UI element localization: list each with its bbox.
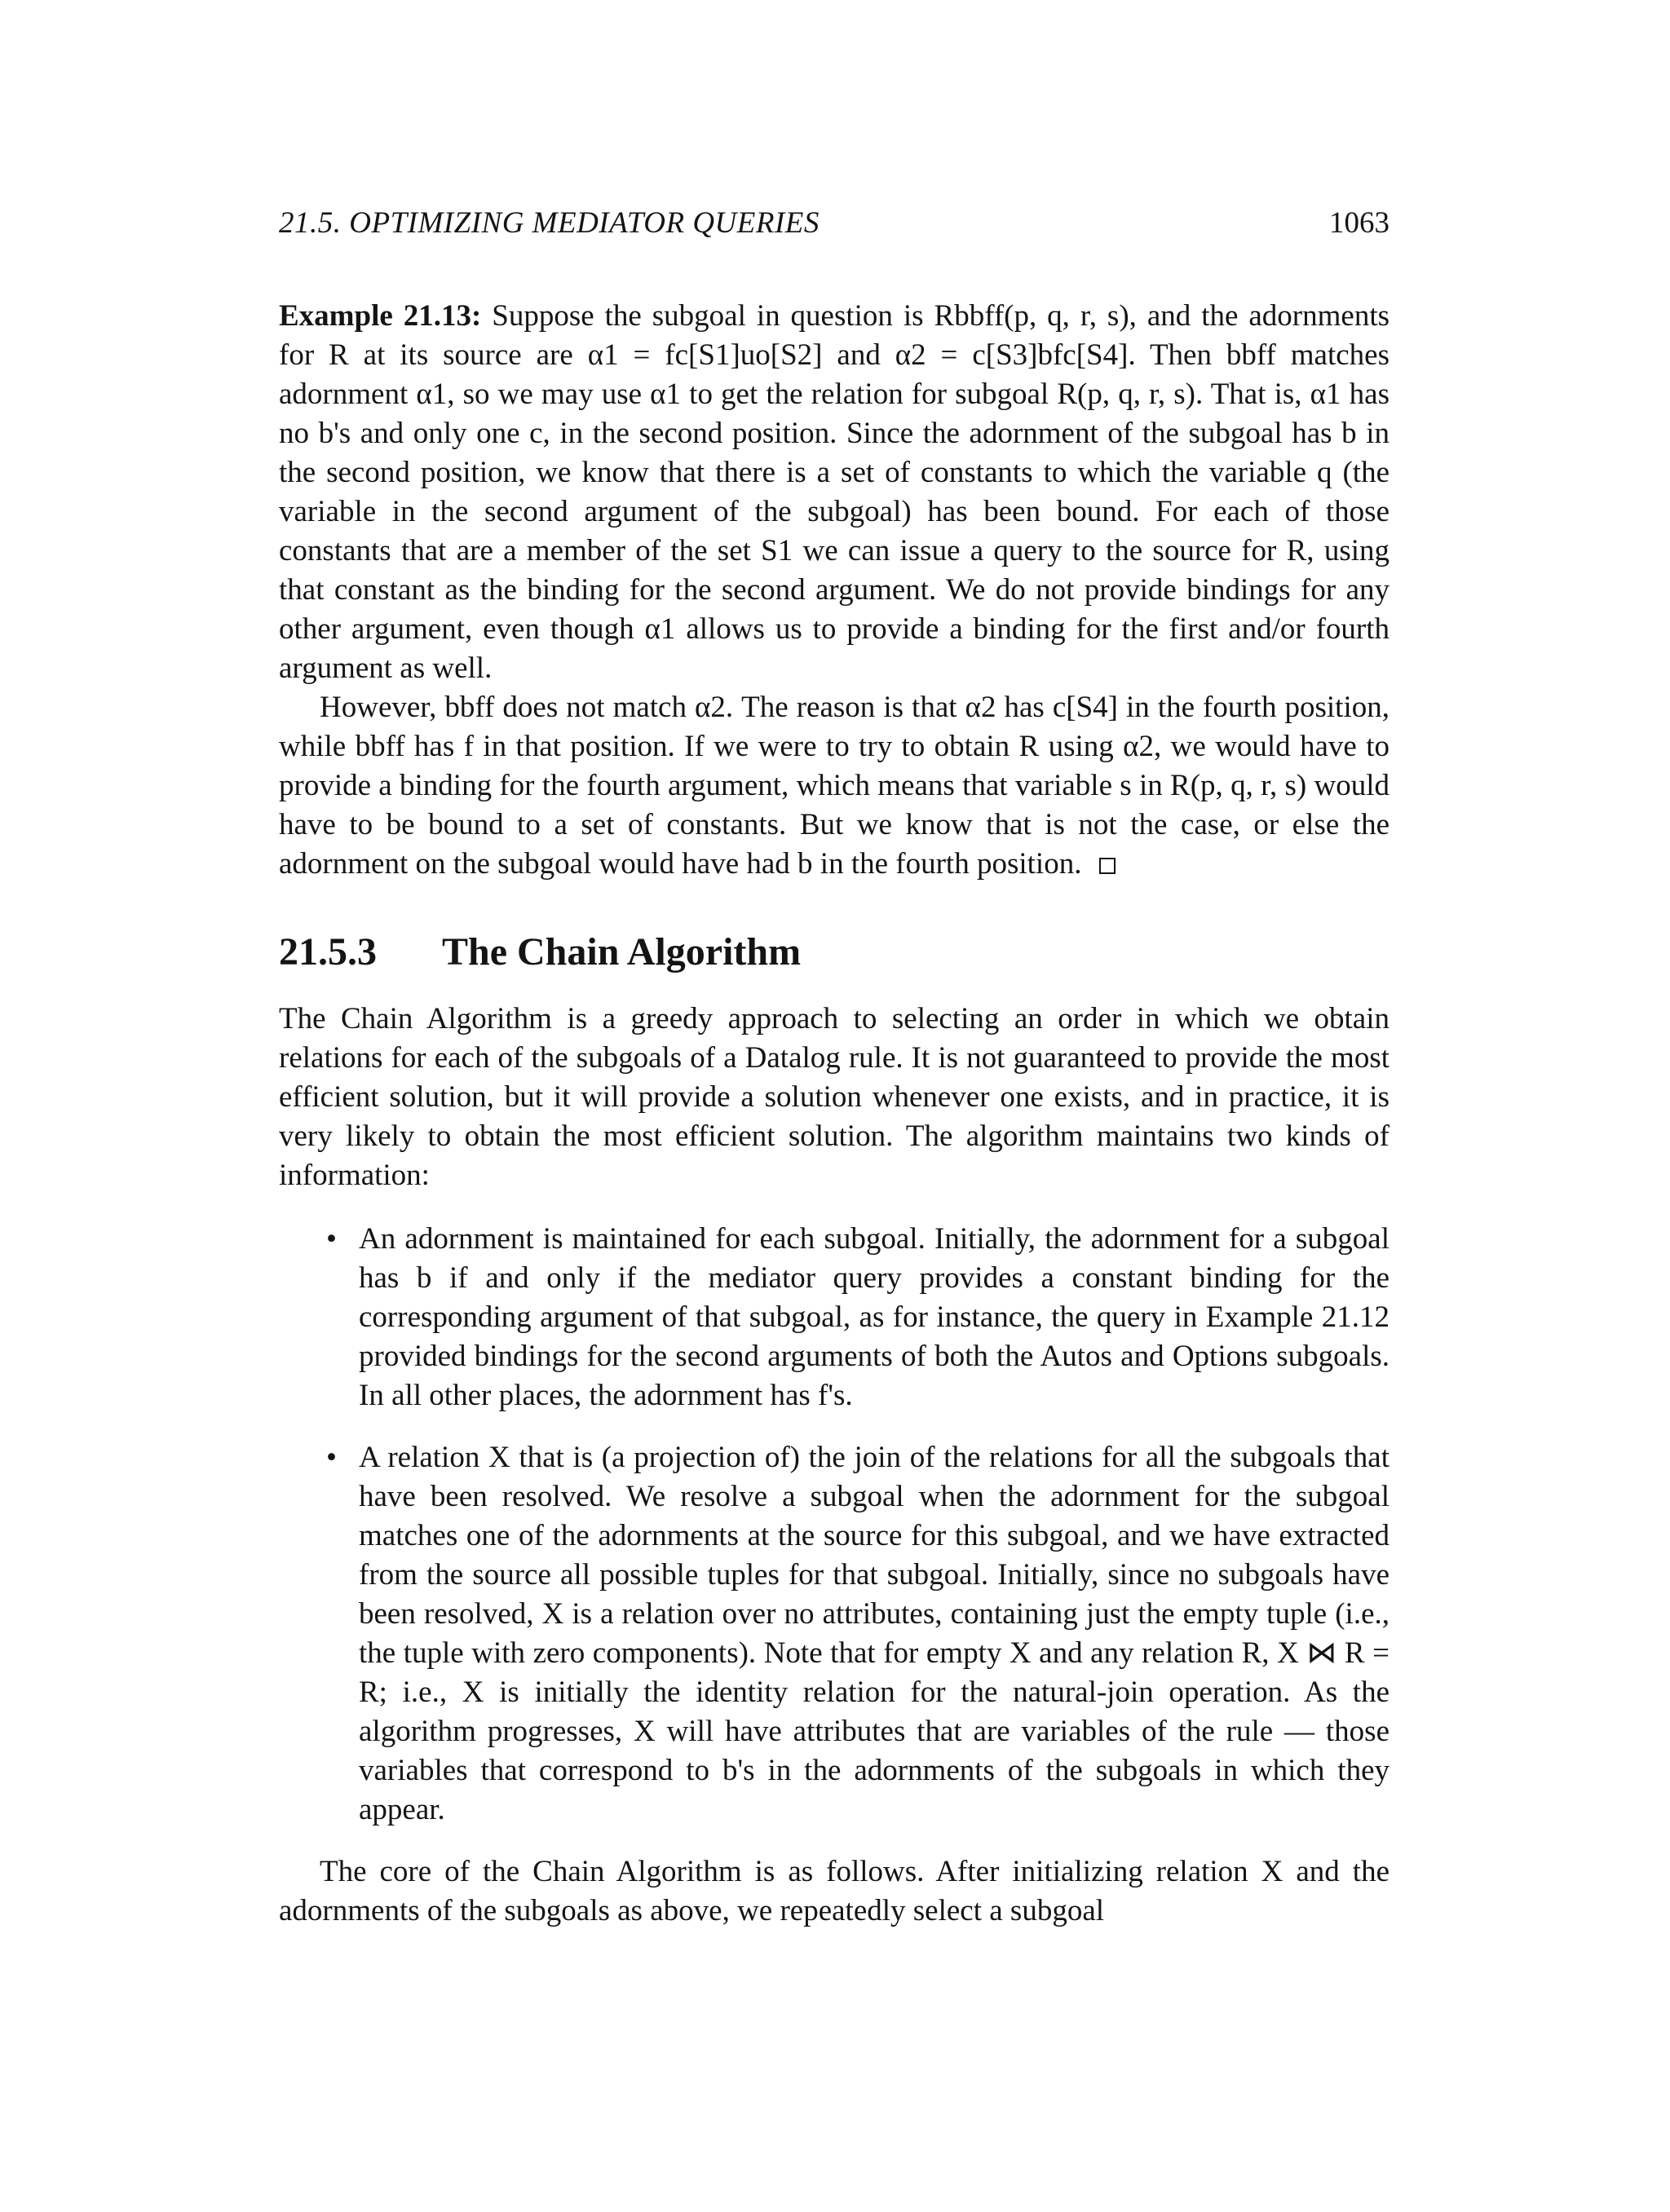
section-intro-paragraph: The Chain Algorithm is a greedy approach to selecting an order in which we obtain relations for each of the subgoals of a Datalog rule. It is not guaranteed to provide the most efficient solution, but it will provide a solution whenever one exists, and in practice, it is very likely to obtain the most efficient solution. The algorithm maintains two kinds of information: <box>279 1002 1389 1192</box>
bullet-icon: • <box>326 1441 337 1474</box>
example-label: Example 21.13: <box>279 299 482 333</box>
section-heading <box>279 928 1389 977</box>
example-paragraph-1 <box>279 297 1389 688</box>
section-title: The Chain Algorithm <box>442 930 802 974</box>
example-text-2: However, bbff does not match α2. The reason is that α2 has c[S4] in the fourth position, while bbff has f in that position. If we were to try to obtain R using α2, we would have to provide a binding for the fourth argument, which means that variable s in R(p, q, r, s) would have to be bound to a set of constants. But we know that is not the case, or else the adornment on the subgoal would have had b in the fourth position. <box>279 691 1389 881</box>
example-paragraph-2 <box>279 688 1389 884</box>
list-item <box>279 1220 1389 1415</box>
section-number: 21.5.3 <box>279 930 377 974</box>
end-of-example-box-icon <box>1099 858 1116 874</box>
body-text <box>279 297 1389 1931</box>
page-number: 1063 <box>1329 206 1389 240</box>
list-item-text: An adornment is maintained for each subgoal. Initially, the adornment for a subgoal has b if and only if the mediator query provides a constant binding for the corresponding argument of that subgoal, as for instance, the query in Example 21.12 provided bindings for the second arguments of both the Autos and Options subgoals. In all other places, the adornment has f's. <box>359 1222 1389 1412</box>
bullet-icon: • <box>326 1222 337 1256</box>
information-list <box>279 1220 1389 1830</box>
example-text-1: Suppose the subgoal in question is Rbbff(p, q, r, s), and the adornments for R at its source are α1 = fc[S1]uo[S2] and α2 = c[S3]bfc[S4]. Then bbff matches adornment α1, so we may use α1 to get the relation for subgoal R(p, q, r, s). That is, α1 has no b's and only one c, in the second position. Since the adornment of the subgoal has b in the second position, we know that there is a set of constants to which the variable q (the variable in the second argument of the subgoal) has been bound. For each of those constants that are a member of the set S1 we can issue a query to the source for R, using that constant as the binding for the second argument. We do not provide bindings for any other argument, even though α1 allows us to provide a binding for the first and/or fourth argument as well. <box>279 299 1390 685</box>
closing-paragraph: The core of the Chain Algorithm is as follows. After initializing relation X and the adornments of the subgoals as above, we repeatedly select a subgoal <box>279 1855 1389 1927</box>
running-head-title: 21.5. OPTIMIZING MEDIATOR QUERIES <box>279 206 820 240</box>
list-item <box>279 1438 1389 1830</box>
running-head <box>279 205 1389 241</box>
list-item-text: A relation X that is (a projection of) the join of the relations for all the subgoals that have been resolved. We resolve a subgoal when the adornment for the subgoal matches one of the adornments at the source for this subgoal, and we have extracted from the source all possible tuples for that subgoal. Initially, since no subgoals have been resolved, X is a relation over no attributes, containing just the empty tuple (i.e., the tuple with zero components). Note that for empty X and any relation R, X ⋈ R = R; i.e., X is initially the identity relation for the natural-join operation. As the algorithm progresses, X will have attributes that are variables of the rule — those variables that correspond to b's in the adornments of the subgoals in which they appear. <box>359 1441 1389 1826</box>
